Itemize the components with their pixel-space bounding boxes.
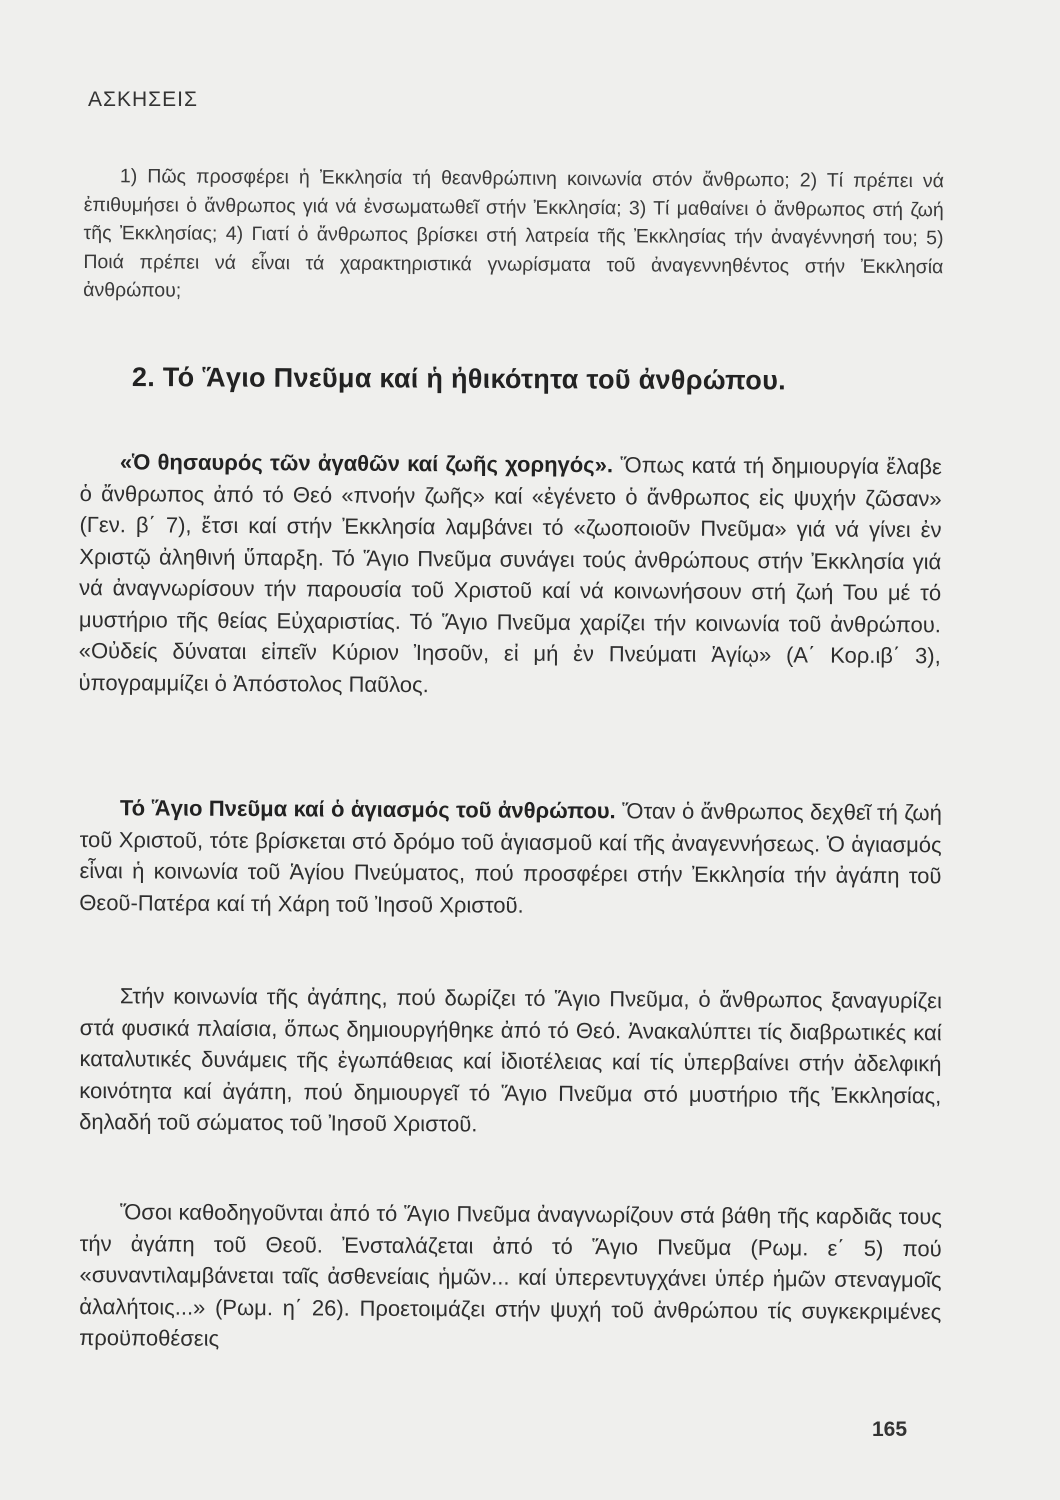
exercises-text: 1) Πῶς προσφέρει ἡ Ἐκκλησία τή θεανθρώπινη κοινωνία στόν ἄνθρωπο; 2) Τί πρέπει νά ἐπιθυμήσει ὁ ἄνθρωπος γιά νά ἐνσωματωθεῖ στήν Ἐκκλησία; 3) Τί μαθαίνει ὁ ἄνθρωπος στή ζωή τῆς Ἐκκλησίας; 4) Γιατί ὁ ἄνθρωπος βρίσκει στή λατρεία τῆς Ἐκκλησίας τήν ἀναγέννησή του; 5) Ποιά πρέπει νά εἶναι τά χαρακτηριστικά γνωρίσματα τοῦ ἀναγεννηθέντος στήν Ἐκκλησία ἀνθρώπου;	[83, 165, 944, 302]
chapter-heading: 2. Τό Ἅγιο Πνεῦμα καί ἡ ἠθικότητα τοῦ ἀνθρώπου.	[131, 362, 787, 396]
paragraph-lead: Τό Ἅγιο Πνεῦμα καί ὁ ἁγιασμός τοῦ ἀνθρώπου.	[119, 795, 616, 824]
paragraph-text: Ὅπως κατά τή δημιουργία ἔλαβε ὁ ἄνθρωπος ἀπό τό Θεό «πνοήν ζωῆς» καί «ἐγένετο ὁ ἄνθρωπος εἰς ψυχήν ζῶσαν» (Γεν. β΄ 7), ἔτσι καί στήν Ἐκκλησία λαμβάνει τό «ζωοποιοῦν Πνεῦμα» γιά νά γίνει ἐν Χριστῷ ἀληθινή ὕπαρξη. Τό Ἅγιο Πνεῦμα συνάγει τούς ἀνθρώπους στήν Ἐκκλησία γιά νά ἀναγνωρίσουν τήν παρουσία τοῦ Χριστοῦ καί νά κοινωνήσουν στή ζωή Του μέ τό μυστήριο τῆς θείας Εὐχαριστίας. Τό Ἅγιο Πνεῦμα χαρίζει τήν κοινωνία τοῦ ἀνθρώπου. «Οὐδείς δύναται εἰπεῖν Κύριον Ἰησοῦν, εἰ μή ἐν Πνεύματι Ἁγίῳ» (Α΄ Κορ.ιβ΄ 3), ὑπογραμμίζει ὁ Ἀπόστολος Παῦλος.	[78, 452, 942, 697]
page-number: 165	[872, 1418, 908, 1441]
section-label: ΑΣΚΗΣΕΙΣ	[88, 88, 198, 111]
paragraph-text: Στήν κοινωνία τῆς ἀγάπης, πού δωρίζει τό Ἅγιο Πνεῦμα, ὁ ἄνθρωπος ξαναγυρίζει στά φυσικά πλαίσια, ὅπως δημιουργήθηκε ἀπό τό Θεό. Ἀνακαλύπτει τίς διαβρωτικές καί καταλυτικές δυνάμεις τῆς ἐγωπάθειας καί ἰδιοτέλειας καί τίς ὑπερβαίνει στήν ἀδελφική κοινότητα καί ἀγάπη, πού δημιουργεῖ τό Ἅγιο Πνεῦμα στό μυστήριο τῆς Ἐκκλησίας, δηλαδή τοῦ σώματος τοῦ Ἰησοῦ Χριστοῦ.	[79, 983, 942, 1137]
paragraph	[79, 1196, 942, 1359]
paragraph-lead: «Ὁ θησαυρός τῶν ἀγαθῶν καί ζωῆς χορηγός».	[119, 449, 614, 478]
paragraph	[78, 446, 942, 703]
paragraph-text: Ὅταν ὁ ἄνθρωπος δεχθεῖ τή ζωή τοῦ Χριστοῦ, τότε βρίσκεται στό δρόμο τοῦ ἁγιασμοῦ καί τῆς ἀναγεννήσεως. Ὁ ἁγιασμός εἶναι ἡ κοινωνία τοῦ Ἁγίου Πνεύματος, πού προσφέρει στήν Ἐκκλησία τήν ἀγάπη τοῦ Θεοῦ-Πατέρα καί τή Χάρη τοῦ Ἰησοῦ Χριστοῦ.	[79, 798, 942, 918]
paragraph	[79, 980, 942, 1143]
paragraph-text: Ὅσοι καθοδηγοῦνται ἀπό τό Ἅγιο Πνεῦμα ἀναγνωρίζουν στά βάθη τῆς καρδιᾶς τους τήν ἀγάπη τοῦ Θεοῦ. Ἐνσταλάζεται ἀπό τό Ἅγιο Πνεῦμα (Ρωμ. ε΄ 5) πού «συναντιλαμβάνεται ταῖς ἀσθενείαις ἡμῶν... καί ὑπερεντυγχάνει ὑπέρ ἡμῶν στεναγμοῖς ἀλαλήτοις...» (Ρωμ. η΄ 26). Προετοιμάζει στήν ψυχή τοῦ ἀνθρώπου τίς συγκεκριμένες προϋποθέσεις	[79, 1199, 942, 1351]
paragraph	[79, 792, 942, 923]
